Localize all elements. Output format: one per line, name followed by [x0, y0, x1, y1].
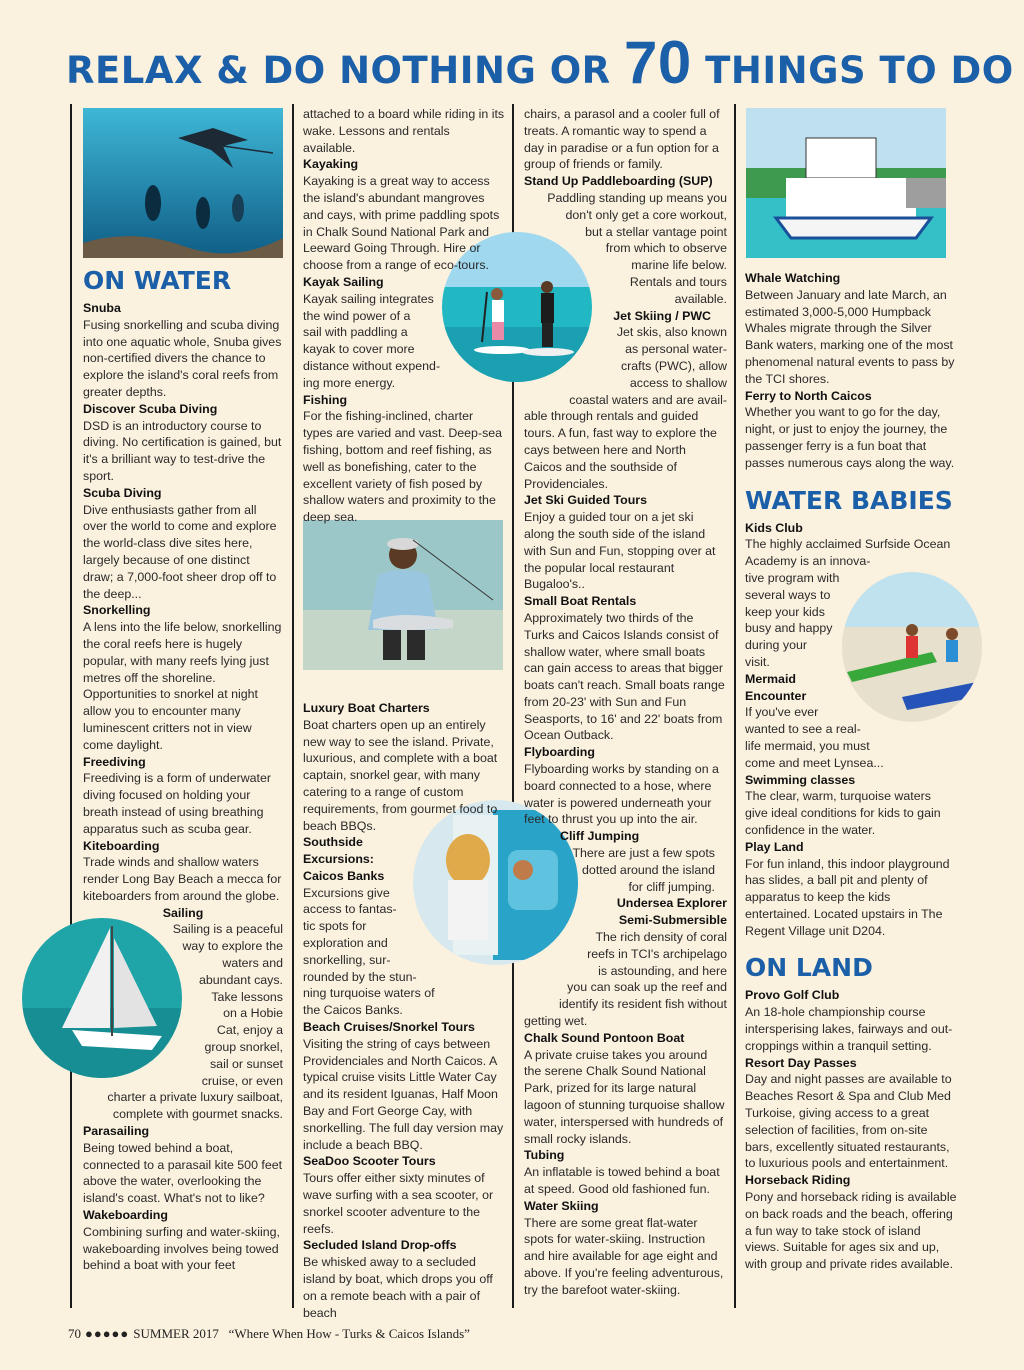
- column-rule: [292, 104, 294, 1308]
- item-heading: Snuba: [83, 301, 121, 315]
- item-text: Be whisked away to a secluded island by boat, which drops you off on a remote beach with a pair of beach: [303, 1255, 493, 1320]
- text-line: Undersea Explorer: [616, 896, 727, 911]
- column-rule: [734, 104, 736, 1308]
- text-line: the Caicos Banks.: [303, 1003, 403, 1018]
- item-heading: Discover Scuba Diving: [83, 401, 218, 416]
- text-line: access to shallow: [629, 375, 727, 390]
- text-line: crafts (PWC), allow: [620, 358, 727, 373]
- item-heading: Play Land: [745, 839, 804, 854]
- item-text: Being towed behind a boat, connected to a parasail kite 500 feet above the water, overlooking the island's coast. What's not to like?: [83, 1140, 283, 1206]
- text-line: Academy is an innova-: [745, 554, 871, 569]
- jet-skiing-heading: Jet Skiing / PWC: [613, 308, 711, 323]
- text-line: distance without expend-: [303, 358, 441, 373]
- item-heading: Ferry to North Caicos: [745, 388, 872, 403]
- item-heading: Freediving: [83, 754, 146, 769]
- item-text: Pony and horseback riding is available on back roads and the beach, offering a fun way to take stock of island views. Suitable for ages six and up, with group and private rides available.: [745, 1190, 957, 1272]
- text-line: waters and: [222, 956, 283, 971]
- item-text: Flyboarding works by standing on a board connected to a hose, where water is powered underneath your feet to thrust you up into the air.: [524, 762, 719, 827]
- item-text: An 18-hole championship course intersperising lakes, fairways and out-croppings within a tranquil setting.: [745, 1005, 953, 1053]
- text-line: as personal water-: [625, 342, 727, 357]
- item-text: Tours offer either sixty minutes of wave surfing with a sea scooter, or snorkel scooter adventure to the reefs.: [303, 1171, 494, 1236]
- item-text: A private cruise takes you around the serene Chalk Sound National Park, prized for its large natural lagoon of stunning turquoise shallow water, interspersed with hundreds of small rocky islands.: [524, 1047, 725, 1146]
- text-line: ning turquoise waters of: [303, 986, 435, 1001]
- text-line: ing more energy.: [303, 375, 396, 390]
- page-headline: [66, 28, 1024, 94]
- item-heading: Secluded Island Drop-offs: [303, 1238, 457, 1253]
- text-line: come and meet Lynsea...: [745, 755, 884, 770]
- headline-part2: THINGS TO DO: [691, 49, 1014, 92]
- text-line: Cat, enjoy a: [216, 1023, 283, 1038]
- item-heading: Beach Cruises/Snorkel Tours: [303, 1020, 475, 1035]
- text-line: don't only get a core workout,: [565, 207, 727, 222]
- fishing-text: For the fishing-inclined, charter types are varied and vast. Deep-sea fishing, bottom and reef fishing, as well as bonefishing, cater to the excellent variety of fish posed by shallow waters and proximity to the deep sea.: [303, 409, 503, 525]
- column-1: [83, 106, 283, 1274]
- item-text: For fun inland, this indoor playground has slides, a ball pit and plenty of apparatus to keep the kids entertained. Located upstairs in The Regent Village unit D204.: [745, 856, 950, 938]
- text-line: identify its resident fish without: [558, 997, 727, 1012]
- item-text: Freediving is a form of underwater diving focused on holding your breath instead of using breathing apparatus such as scuba gear.: [83, 771, 272, 836]
- footer-issue: SUMMER 2017: [133, 1326, 219, 1341]
- text-line: Jet skis, also known: [616, 325, 727, 340]
- column-rule: [70, 104, 72, 1308]
- text-line: Rentals and tours: [629, 274, 727, 289]
- luxury-boat-text: Boat charters open up an entirely new way to see the island. Private, luxurious, and complete with a boat captain, snorkel gear, with many catering to a range of custom requirements, from gourmet food to beach BBQs.: [303, 717, 498, 833]
- text-line: The highly acclaimed Surfside Ocean: [745, 537, 951, 552]
- column-2: [303, 106, 505, 1321]
- text-line: rounded by the stun-: [303, 969, 417, 984]
- footer-title: “Where When How - Turks & Caicos Islands”: [228, 1326, 470, 1341]
- text-line: you can soak up the reef and: [567, 980, 727, 995]
- text-line: way to explore the: [182, 939, 283, 954]
- text-line: life mermaid, you must: [745, 738, 870, 753]
- text-line: Semi-Submersible: [618, 913, 727, 928]
- text-line: available.: [674, 291, 727, 306]
- item-heading: Horseback Riding: [745, 1173, 851, 1188]
- kayaking-heading: Kayaking: [303, 157, 359, 172]
- text-line: sail or sunset: [209, 1056, 283, 1071]
- text-line: Kayak sailing integrates: [303, 291, 434, 306]
- text-line: is astounding, and here: [598, 963, 727, 978]
- item-text: Combining surfing and water-skiing, wakeboarding involves being towed behind a boat with your feet: [83, 1224, 280, 1273]
- kayak-sailing-heading: Kayak Sailing: [303, 274, 384, 289]
- text-line: tive program with: [745, 570, 840, 585]
- text-line: on a Hobie: [223, 1006, 283, 1021]
- text-line: Excursions:: [303, 852, 374, 867]
- kayaking-text: Kayaking is a great way to access the island's abundant mangroves and cays, with prime paddling spots in Chalk Sound National Park and Leeward Going Through. Hire or choose from a range of eco-tours.: [303, 174, 500, 273]
- text-line: Mermaid: [745, 671, 796, 686]
- text-line: busy and happy: [745, 621, 833, 636]
- text-line: wanted to see a real-: [745, 722, 861, 737]
- text-line: Southside: [303, 835, 363, 850]
- item-heading: Water Skiing: [524, 1198, 599, 1213]
- column-3: [524, 106, 727, 1299]
- text-line: Encounter: [745, 688, 807, 703]
- text-line: dotted around the island: [582, 862, 715, 877]
- text-line: cruise, or even: [201, 1073, 283, 1088]
- text-line: reefs in TCI's archipelago: [587, 946, 727, 961]
- kids-club-heading: Kids Club: [745, 520, 803, 535]
- item-heading: Tubing: [524, 1148, 565, 1163]
- item-text: Trade winds and shallow waters render Long Bay Beach a mecca for kiteboarders from around the globe.: [83, 855, 282, 903]
- item-heading: Parasailing: [83, 1124, 150, 1139]
- text-line: visit.: [745, 654, 770, 669]
- text-line: kayak to cover more: [303, 342, 415, 357]
- text-line: group snorkel,: [204, 1040, 283, 1055]
- item-text: Dive enthusiasts gather from all over the world to come and explore the world-class dive sites here, largely because of one distinct draw; a 7,000-foot sheer drop off to the deep...: [83, 502, 277, 601]
- item-heading: Swimming classes: [745, 772, 856, 787]
- item-text: Enjoy a guided tour on a jet ski along the south side of the island with Sun and Fun, stopping over at the popular local restaurant Bugaloo's..: [524, 510, 716, 592]
- section-on-water: ON WATER: [83, 266, 232, 295]
- item-heading: Chalk Sound Pontoon Boat: [524, 1030, 685, 1045]
- sup-heading: Stand Up Paddleboarding (SUP): [524, 174, 713, 189]
- item-text: There are some great flat-water spots for water-skiing. Instruction and hire available for age eight and above. If you're feeling adventurous, try the barefoot water-skiing.: [524, 1215, 724, 1297]
- text-line: from which to observe: [605, 241, 727, 256]
- cliff-jumping-heading: Cliff Jumping: [560, 829, 640, 844]
- text-line: sail with paddling a: [303, 325, 408, 340]
- item-heading: Resort Day Passes: [745, 1055, 857, 1070]
- text-line: tic spots for: [303, 919, 367, 934]
- item-text: An inflatable is towed behind a boat at speed. Good old fashioned fun.: [524, 1165, 720, 1196]
- item-heading: Scuba Diving: [83, 485, 162, 500]
- text-line: abundant cays.: [198, 972, 283, 987]
- item-text: Between January and late March, an estimated 3,000-5,000 Humpback Whales migrate through the Silver Bank waters, marking one of the most phenomenal natural events to pass by the TCI shores.: [745, 287, 955, 386]
- sailing-heading: Sailing: [162, 905, 204, 920]
- text-line: Caicos Banks: [303, 868, 385, 883]
- text-line: Sailing is a peaceful: [172, 922, 283, 937]
- item-text: DSD is an introductory course to diving. No certification is gained, but it's a brilliant way to test-drive the sport.: [83, 418, 282, 483]
- section-on-land: ON LAND: [745, 953, 873, 983]
- text-line: Excursions give: [303, 885, 390, 900]
- item-text: Fusing snorkelling and scuba diving into one aquatic whole, Snuba gives non-certified divers the chance to explore the island's coral reefs from greater depths.: [83, 317, 282, 399]
- text-line: Paddling standing up means you: [547, 190, 727, 205]
- col3-intro: chairs, a parasol and a cooler full of treats. A romantic way to spend a day in paradise or a fun option for a group of friends or family.: [524, 107, 720, 172]
- undersea-rest: getting wet.: [524, 1014, 588, 1029]
- luxury-boat-heading: Luxury Boat Charters: [303, 700, 430, 715]
- text-line: access to fantas-: [303, 902, 397, 917]
- item-heading: Provo Golf Club: [745, 988, 840, 1003]
- item-heading: Small Boat Rentals: [524, 594, 637, 609]
- item-text: Approximately two thirds of the Turks and Caicos Islands consist of shallow water, where small boats can gain access to areas that bigger boats can't reach. Small boats range from 20-23' with Sun and Fun Seasports, to 16' and 22' boats from Ocean Outback.: [524, 610, 725, 743]
- text-line: several ways to: [745, 587, 831, 602]
- item-heading: Jet Ski Guided Tours: [524, 493, 648, 508]
- text-line: If you've ever: [745, 705, 819, 720]
- headline-part1: RELAX & DO NOTHING OR: [66, 49, 625, 92]
- text-line: during your: [745, 638, 807, 653]
- sailing-line: charter a private luxury sailboat, complete with gourmet snacks.: [107, 1090, 283, 1122]
- item-heading: Flyboarding: [524, 745, 595, 760]
- item-text: The clear, warm, turquoise waters give ideal conditions for kids to gain confidence in the water.: [745, 789, 941, 837]
- text-line: for cliff jumping.: [628, 879, 715, 894]
- footer-dots: ●●●●●: [85, 1326, 130, 1341]
- col2-intro: attached to a board while riding in its wake. Lessons and rentals available.: [303, 107, 505, 155]
- text-line: the wind power of a: [303, 308, 411, 323]
- text-line: marine life below.: [631, 258, 727, 273]
- item-text: Whether you want to go for the day, night, or just to enjoy the journey, the passenger ferry is a fun boat that passes numerous cays along the way.: [745, 405, 955, 470]
- item-heading: Kiteboarding: [83, 838, 160, 853]
- column-4: [745, 106, 957, 1273]
- jet-skiing-rest: able through rentals and guided tours. A fun, fast way to explore the cays between here and North Caicos and the southside of Providenciales.: [524, 409, 717, 491]
- item-heading: Wakeboarding: [83, 1208, 168, 1223]
- text-line: coastal waters and are avail-: [569, 392, 727, 407]
- text-line: keep your kids: [745, 604, 825, 619]
- text-line: Take lessons: [211, 989, 283, 1004]
- item-heading: Whale Watching: [745, 271, 841, 285]
- text-line: exploration and: [303, 936, 388, 951]
- text-line: snorkelling, sur-: [303, 952, 391, 967]
- fishing-heading: Fishing: [303, 392, 348, 407]
- item-text: Visiting the string of cays between Providenciales and North Caicos. A typical cruise visits Little Water Cay and its resident Iguanas, Half Moon Bay and Fort George Cay, with snorkelling. The full day version may include a beach BBQ.: [303, 1036, 504, 1152]
- text-line: but a stellar vantage point: [585, 224, 727, 239]
- headline-number: 70: [624, 29, 692, 96]
- text-line: There are just a few spots: [572, 846, 715, 861]
- item-heading: SeaDoo Scooter Tours: [303, 1154, 436, 1169]
- page-footer: [68, 1326, 470, 1342]
- section-water-babies: WATER BABIES: [745, 485, 953, 515]
- text-line: The rich density of coral: [595, 930, 727, 945]
- page-number: 70: [68, 1326, 81, 1341]
- item-heading: Snorkelling: [83, 603, 151, 618]
- item-text: A lens into the life below, snorkelling the coral reefs here is hugely popular, with many reefs lying just metres off the shoreline. Opportunities to snorkel at night allow you to encounter many luminescent critters not in view come daylight.: [83, 620, 282, 752]
- item-text: Day and night passes are available to Beaches Resort & Spa and Club Med Turkoise, giving access to a great selection of facilities, from on-site bars, excellently situated restaurants, to luxurious pools and entertainment.: [745, 1072, 952, 1171]
